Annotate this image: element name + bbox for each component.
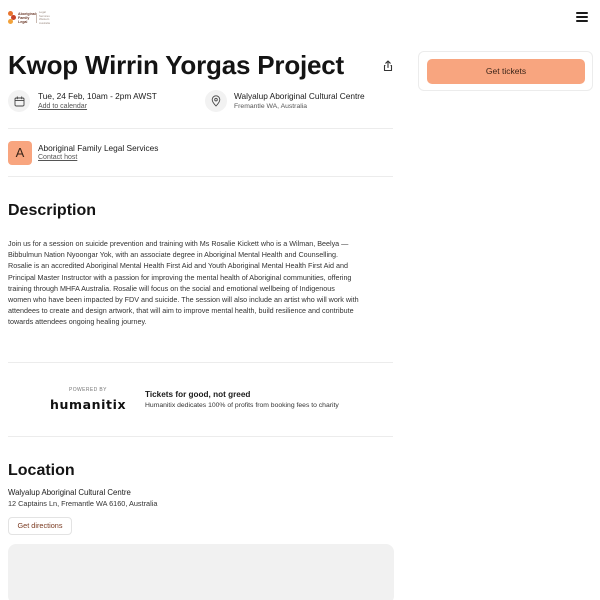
divider [8,436,393,437]
description-line: training through MHFA Australia. Rosalie will focus on the social and emotional wellbeing of Indigenous [8,283,335,293]
location-venue-name: Walyalup Aboriginal Cultural Centre [8,488,131,497]
location-pin-icon [205,90,227,112]
divider [8,362,393,363]
logo-text: Aboriginal Family Legal [18,12,36,24]
description-line: attendees to create and design artwork, that will aim to improve mental health, build resilience and contribute [8,306,354,316]
location-heading: Location [8,462,75,479]
location-map[interactable] [8,544,394,600]
logo-mark [8,11,16,25]
host-avatar: A [8,141,32,165]
ticket-panel [418,51,593,91]
description-line: Rosalie is an accredited Aboriginal Mental Health First Aid and Youth Aboriginal Mental Health First Aid and [8,261,349,271]
description-line: women who have been impacted by FDV and suicide. The session will also include an artist who will work with [8,295,359,305]
contact-host-link[interactable]: Contact host [38,154,78,161]
humanitix-tagline: Tickets for good, not greed [145,390,251,399]
event-title: Kwop Wirrin Yorgas Project [8,50,344,80]
share-icon[interactable] [383,59,393,71]
venue-city: Fremantle WA, Australia [234,103,308,110]
description-line: Join us for a session on suicide prevention and training with Ms Rosalie Kickett who is a Wilman, Beelya — [8,239,349,248]
event-date: Tue, 24 Feb, 10am - 2pm AWST [38,91,157,101]
description-line: Bibbulmun Nation Nyoongar Yok, with an associate degree in Aboriginal Mental Health and Counselling. [8,250,339,260]
location-address: 12 Captains Ln, Fremantle WA 6160, Australia [8,499,158,508]
divider [8,128,393,129]
description-line: towards attendees ongoing healing journey. [8,317,147,327]
get-tickets-button[interactable]: Get tickets [427,59,585,84]
calendar-icon [8,90,30,112]
description-heading: Description [8,202,97,219]
logo-subtext: Legal Services Western Australia [39,10,50,25]
humanitix-description: Humanitix dedicates 100% of profits from booking fees to charity [145,402,339,409]
humanitix-logo[interactable]: humanitix [50,397,127,412]
venue-name[interactable]: Walyalup Aboriginal Cultural Centre [234,91,365,101]
get-directions-button[interactable]: Get directions [8,517,72,535]
top-bar [0,0,600,36]
description-line: Principal Master Instructor with a passion for improving the mental health of Aboriginal communities, offering [8,272,352,282]
powered-by-label: POWERED BY [69,387,107,393]
description-body [8,238,398,328]
hamburger-icon[interactable] [576,12,588,22]
host-name: Aboriginal Family Legal Services [38,143,159,153]
add-to-calendar-link[interactable]: Add to calendar [38,103,88,110]
divider [8,176,393,177]
organiser-logo[interactable] [8,10,54,26]
logo-divider [36,13,37,23]
